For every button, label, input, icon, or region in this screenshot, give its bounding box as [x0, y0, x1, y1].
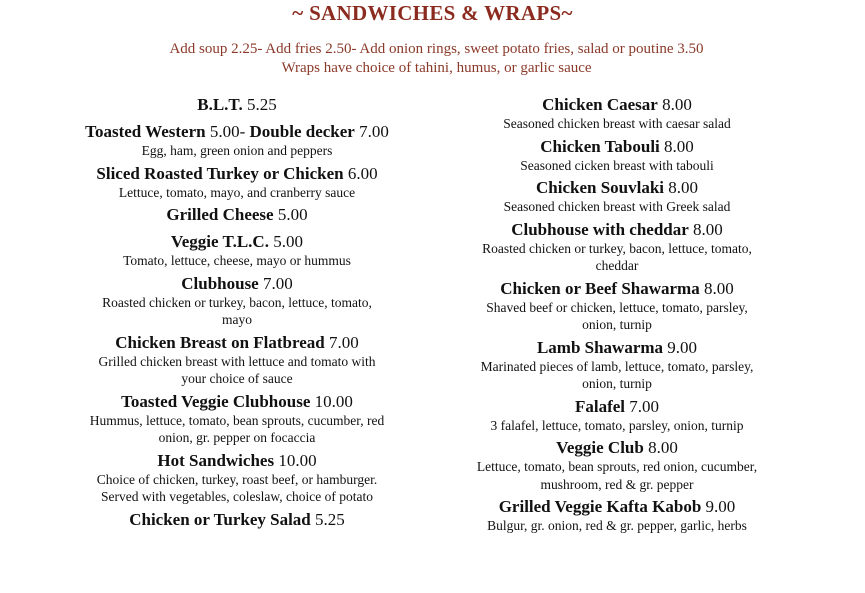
item-description-line-2: your choice of sauce	[181, 371, 293, 386]
item-name: Toasted Veggie Clubhouse	[121, 391, 311, 411]
right-menu-column	[432, 94, 802, 535]
item-heading	[432, 437, 802, 458]
item-heading	[42, 450, 432, 471]
item-description-line-2: mayo	[222, 312, 252, 327]
item-price: 7.00	[324, 332, 359, 352]
item-description-line-2: mushroom, red & gr. pepper	[540, 476, 694, 492]
item-heading	[432, 496, 802, 517]
item-description-line-2: onion, turnip	[582, 317, 652, 332]
menu-title: ~ SANDWICHES & WRAPS~	[292, 1, 573, 25]
item-description-line-1: Marinated pieces of lamb, lettuce, tomato, parsley,	[480, 358, 754, 374]
item-name: Clubhouse with cheddar	[511, 219, 689, 239]
item-description-line-1: Roasted chicken or turkey, bacon, lettuce, tomato,	[482, 240, 752, 256]
menu-item-blt	[42, 94, 432, 115]
item-price: 7.00	[625, 396, 660, 416]
item-name: B.L.T.	[197, 95, 243, 114]
item-price: 6.00	[343, 163, 378, 183]
item-description-line-2: cheddar	[595, 258, 639, 273]
item-description-line-1: Grilled chicken breast with lettuce and tomato with	[98, 353, 376, 369]
item-price: 8.00	[659, 136, 694, 156]
menu-item-veggie-club	[432, 437, 802, 493]
item-price: 5.25	[242, 95, 277, 114]
item-description-line-2: onion, gr. pepper on focaccia	[158, 430, 316, 445]
menu-item-clubhouse-cheddar	[432, 219, 802, 275]
item-name: Chicken or Turkey Salad	[129, 509, 311, 529]
menu-item-clubhouse	[42, 273, 432, 329]
item-name: Grilled Veggie Kafta Kabob	[498, 497, 702, 516]
item-name: Grilled Cheese	[166, 205, 274, 224]
add-ons-note: Add soup 2.25- Add fries 2.50- Add onion rings, sweet potato fries, salad or poutine 3.50	[169, 41, 704, 57]
item-heading	[42, 332, 432, 353]
item-description-line-1: Choice of chicken, turkey, roast beef, or hamburger.	[96, 471, 378, 487]
item-price: 8.00	[643, 438, 678, 457]
item-heading	[42, 121, 432, 142]
menu-item-veggie-tlc	[42, 231, 432, 270]
item-description: Seasoned chicken breast with Greek salad	[503, 199, 731, 214]
item-description: Lettuce, tomato, mayo, and cranberry sauce	[118, 184, 356, 200]
item-name: Sliced Roasted Turkey or Chicken	[96, 163, 344, 183]
item-description: Seasoned chicken breast with caesar salad	[503, 116, 731, 131]
item-name: Chicken Caesar	[542, 95, 658, 114]
item-heading	[432, 337, 802, 358]
item-description-line-1: Roasted chicken or turkey, bacon, lettuce, tomato,	[102, 294, 372, 310]
item-description-line-1: Hummus, lettuce, tomato, bean sprouts, cucumber, red	[89, 412, 385, 428]
item-heading	[432, 94, 802, 115]
wrap-sauce-note: Wraps have choice of tahini, humus, or garlic sauce	[281, 60, 592, 76]
item-price: 5.00	[268, 232, 303, 251]
item-name: Veggie Club	[556, 438, 644, 457]
item-heading	[42, 509, 432, 530]
menu-item-chicken-tabouli	[432, 136, 802, 175]
item-price: 8.00	[657, 95, 692, 114]
item-name: Falafel	[574, 396, 626, 416]
item-heading	[42, 163, 432, 184]
item-name-alt: Double decker	[245, 122, 355, 141]
item-description-line-1: Shaved beef or chicken, lettuce, tomato, parsley,	[486, 299, 748, 315]
item-heading	[432, 278, 802, 299]
item-heading	[42, 94, 432, 115]
item-price: 9.00	[663, 337, 698, 357]
item-heading	[42, 204, 432, 225]
menu-item-grilled-cheese	[42, 204, 432, 225]
menu-item-chicken-turkey-salad	[42, 509, 432, 530]
item-name: Chicken Souvlaki	[535, 178, 664, 197]
item-price: 5.00	[273, 205, 308, 224]
menu-item-falafel	[432, 396, 802, 435]
item-name: Hot Sandwiches	[157, 450, 275, 470]
item-heading	[432, 396, 802, 417]
item-description: Bulgur, gr. onion, red & gr. pepper, garlic, herbs	[487, 518, 747, 533]
item-name: Chicken Tabouli	[540, 136, 660, 156]
menu-item-chicken-breast-flatbread	[42, 332, 432, 388]
menu-item-chicken-beef-shawarma	[432, 278, 802, 334]
item-heading	[432, 136, 802, 157]
menu-item-lamb-shawarma	[432, 337, 802, 393]
left-menu-column	[42, 94, 432, 530]
item-description-line-2: onion, turnip	[582, 376, 652, 391]
item-description: Tomato, lettuce, cheese, mayo or hummus	[123, 253, 351, 268]
item-description-line-2: Served with vegetables, coleslaw, choice of potato	[100, 489, 374, 504]
item-price: 10.00	[274, 450, 317, 470]
item-description: Egg, ham, green onion and peppers	[141, 143, 333, 158]
menu-item-chicken-caesar	[432, 94, 802, 133]
item-heading	[42, 391, 432, 412]
item-heading	[432, 177, 802, 198]
menu-item-chicken-souvlaki	[432, 177, 802, 216]
item-heading	[432, 219, 802, 240]
item-price: 10.00	[310, 391, 353, 411]
item-price: 8.00	[699, 278, 734, 298]
item-name: Clubhouse	[181, 273, 259, 293]
menu-item-hot-sandwiches	[42, 450, 432, 506]
item-price-alt: 7.00	[354, 122, 389, 141]
item-price: 7.00	[258, 273, 293, 293]
item-heading	[42, 231, 432, 252]
item-price: 8.00	[688, 219, 723, 239]
item-price: 5.00-	[205, 122, 246, 141]
item-name: Lamb Shawarma	[536, 337, 664, 357]
item-description-line-1: Lettuce, tomato, bean sprouts, red onion, cucumber,	[476, 459, 758, 474]
item-price: 9.00	[701, 497, 736, 516]
item-name: Veggie T.L.C.	[171, 232, 269, 251]
menu-subtitle	[0, 40, 865, 78]
item-heading	[42, 273, 432, 294]
item-price: 8.00	[664, 178, 698, 197]
item-name: Toasted Western	[85, 122, 206, 141]
menu-item-toasted-western	[42, 121, 432, 160]
menu-item-toasted-veggie-clubhouse	[42, 391, 432, 447]
menu-item-sliced-roasted-turkey	[42, 163, 432, 202]
item-description: Seasoned cicken breast with tabouli	[520, 157, 714, 173]
item-description: 3 falafel, lettuce, tomato, parsley, onion, turnip	[490, 417, 744, 433]
item-name: Chicken or Beef Shawarma	[500, 278, 700, 298]
item-name: Chicken Breast on Flatbread	[115, 332, 325, 352]
item-price: 5.25	[310, 509, 345, 529]
menu-item-grilled-veggie-kafta-kabob	[432, 496, 802, 535]
